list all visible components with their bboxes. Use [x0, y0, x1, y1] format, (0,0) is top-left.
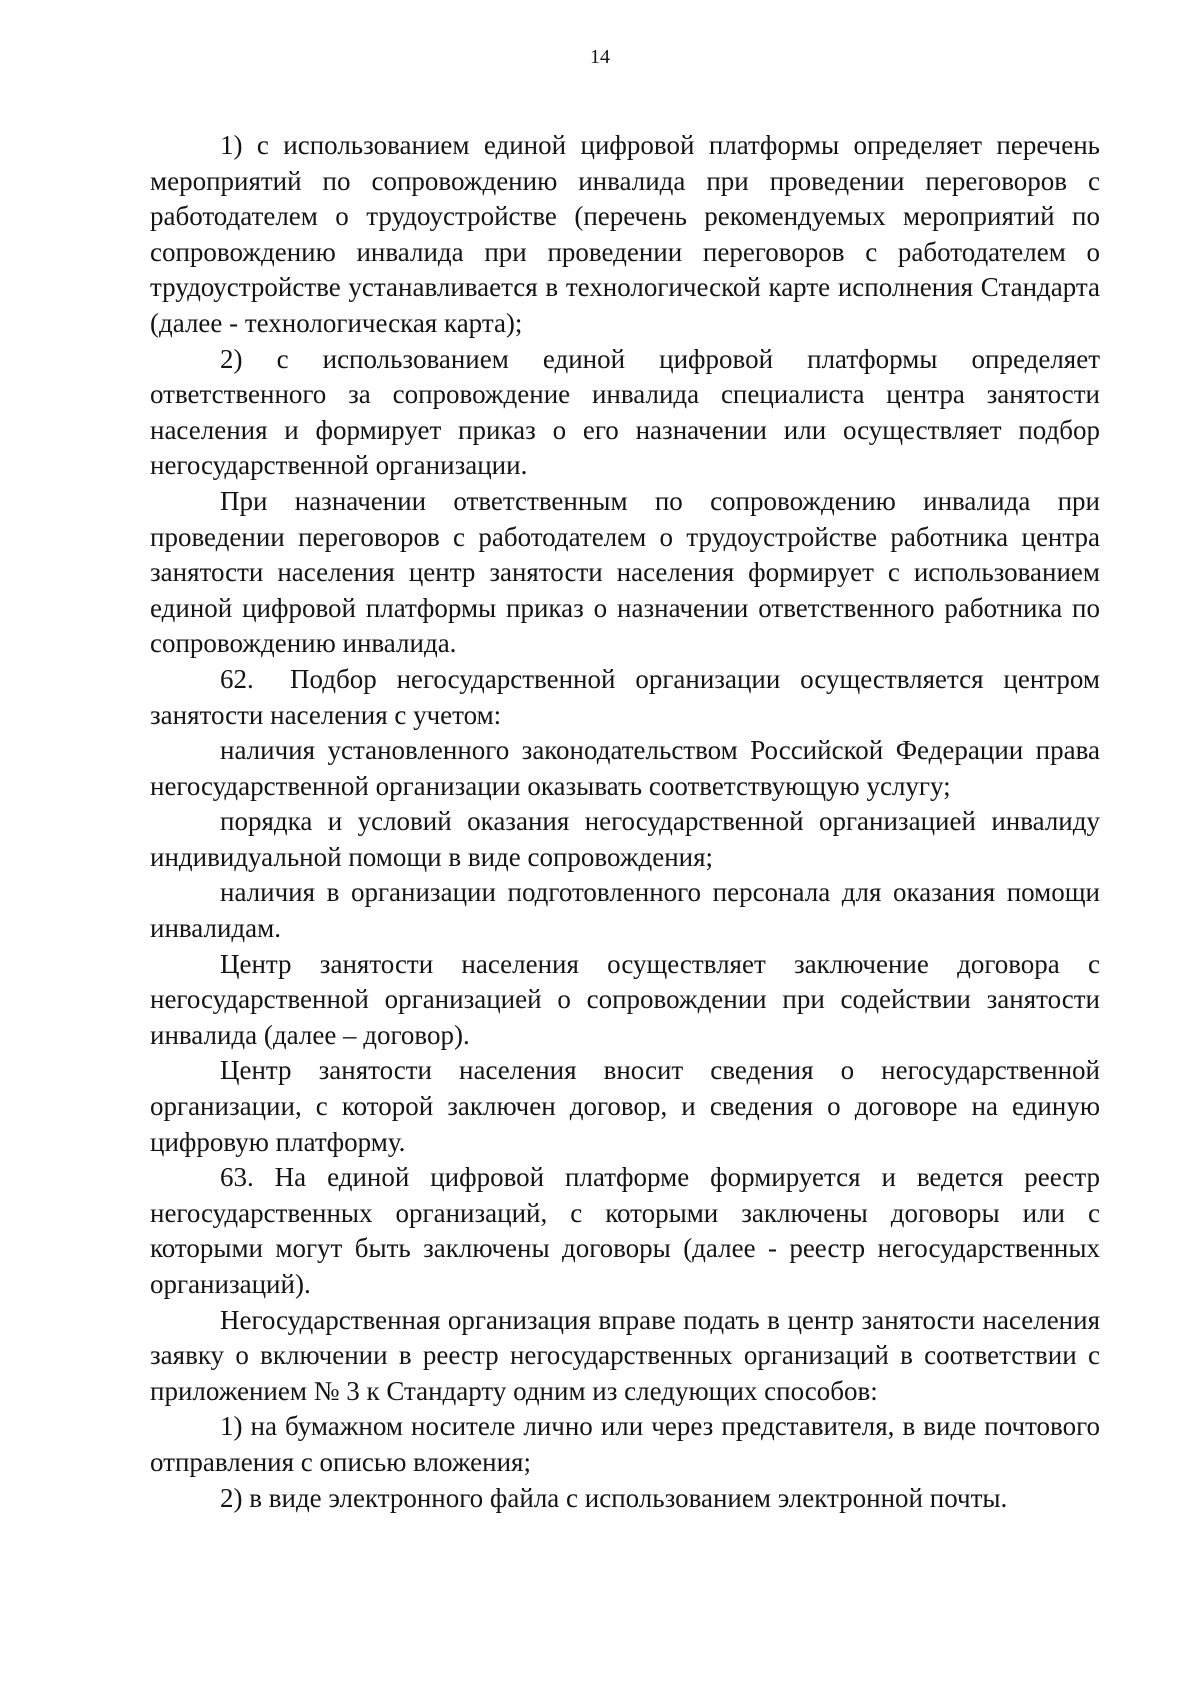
paragraph-criterion-staff: наличия в организации подготовленного персонала для оказания помощи инвалидам.: [150, 877, 1100, 944]
page-number: 14: [590, 46, 610, 68]
paragraph-application: Негосударственная организация вправе подать в центр занятости населения заявку о включении в реестр негосударственных организаций в соответствии с приложением № 3 к Стандарту одним из следующих способов:: [150, 1304, 1100, 1406]
paragraph-item-1: 1) с использованием единой цифровой платформы определяет перечень мероприятий по сопровождению инвалида при проведении переговоров с работодателем о трудоустройстве (перечень рекомендуемых мероприятий по сопровождению инвалида при проведении переговоров с работодателем о трудоустройстве устанавливается в технологической карте исполнения Стандарта (далее - технологическая карта);: [150, 130, 1100, 338]
section-62-number: 62.: [220, 663, 254, 694]
document-body: [150, 128, 1100, 1516]
section-62-text: Подбор негосударственной организации осуществляется центром занятости населения с учетом:: [150, 663, 1100, 730]
paragraph-contract: Центр занятости населения осуществляет заключение договора с негосударственной организацией о сопровождении при содействии занятости инвалида (далее – договор).: [150, 948, 1100, 1050]
paragraph-method-paper: 1) на бумажном носителе лично или через представителя, в виде почтового отправления с описью вложения;: [150, 1411, 1100, 1477]
paragraph-section-63: 63. На единой цифровой платформе формируется и ведется реестр негосударственных организаций, с которыми заключены договоры или с которыми могут быть заключены договоры (далее - реестр негосударственных организаций).: [150, 1162, 1100, 1299]
paragraph-appointment: При назначении ответственным по сопровождению инвалида при проведении переговоров с работодателем о трудоустройстве работника центра занятости населения центр занятости населения формирует с использованием единой цифровой платформы приказ о назначении ответственного работника по сопровождению инвалида.: [150, 485, 1100, 659]
paragraph-contract-info: Центр занятости населения вносит сведения о негосударственной организации, с которой заключен договор, и сведения о договоре на единую цифровую платформу.: [150, 1055, 1100, 1157]
paragraph-criterion-procedure: порядка и условий оказания негосударственной организацией инвалиду индивидуальной помощи в виде сопровождения;: [150, 806, 1100, 872]
paragraph-method-email: 2) в виде электронного файла с использованием электронной почты.: [220, 1482, 1008, 1513]
paragraph-criterion-rights: наличия установленного законодательством Российской Федерации права негосударственной организации оказывать соответствующую услугу;: [150, 735, 1100, 801]
paragraph-item-2: 2) с использованием единой цифровой платформы определяет ответственного за сопровождение инвалида специалиста центра занятости населения и формирует приказ о его назначении или осуществляет подбор негосударственной организации.: [150, 343, 1100, 481]
paragraph-section-62: [150, 662, 1100, 733]
